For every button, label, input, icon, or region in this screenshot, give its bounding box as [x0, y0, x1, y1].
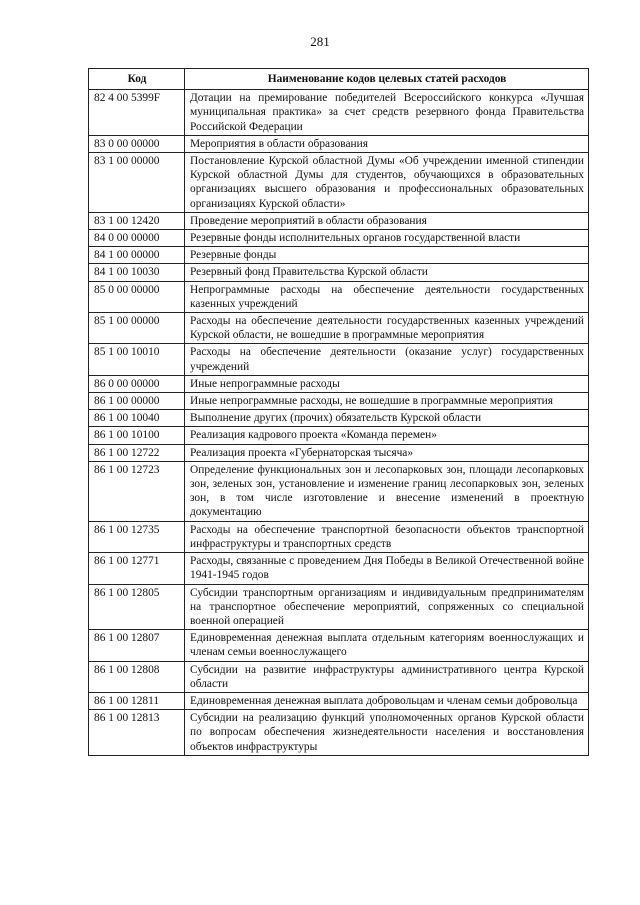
- row-code: 83 1 00 12420: [89, 212, 185, 229]
- row-code: 86 1 00 12723: [89, 461, 185, 521]
- column-header-name: Наименование кодов целевых статей расходов: [185, 69, 589, 90]
- row-name: Субсидии на реализацию функций уполномоченных органов Курской области по вопросам обеспечения жизнедеятельности населения и восстановления объектов инфраструктуры: [185, 710, 589, 756]
- row-name: Субсидии на развитие инфраструктуры административного центра Курской области: [185, 661, 589, 692]
- table-row: [89, 212, 589, 229]
- table-row: [89, 427, 589, 444]
- page-number: 281: [310, 34, 330, 49]
- table-row: [89, 553, 589, 584]
- row-name: Иные непрограммные расходы, не вошедшие в программные мероприятия: [185, 393, 589, 410]
- table-row: [89, 661, 589, 692]
- row-name: Определение функциональных зон и лесопарковых зон, площади лесопарковых зон, зеленых зон, установление и изменение границ лесопарковых зон, зеленых зон, в том числе изготовление и внесение изменений в проектную документацию: [185, 461, 589, 521]
- table-row: [89, 264, 589, 281]
- row-name: Резервные фонды: [185, 247, 589, 264]
- row-name: Резервные фонды исполнительных органов государственной власти: [185, 230, 589, 247]
- row-name: Реализация проекта «Губернаторская тысяча»: [185, 444, 589, 461]
- row-name: Непрограммные расходы на обеспечение деятельности государственных казенных учреждений: [185, 281, 589, 312]
- row-name: Проведение мероприятий в области образования: [185, 212, 589, 229]
- row-name: Мероприятия в области образования: [185, 135, 589, 152]
- row-name: Расходы на обеспечение деятельности (оказание услуг) государственных учреждений: [185, 344, 589, 375]
- table-row: [89, 584, 589, 630]
- row-code: 86 1 00 12735: [89, 521, 185, 552]
- row-code: 86 1 00 12722: [89, 444, 185, 461]
- row-name: Реализация кадрового проекта «Команда перемен»: [185, 427, 589, 444]
- row-code: 86 1 00 12811: [89, 692, 185, 709]
- table-row: [89, 281, 589, 312]
- row-code: 86 1 00 12808: [89, 661, 185, 692]
- row-name: Единовременная денежная выплата отдельным категориям военнослужащих и членам семьи военнослужащего: [185, 630, 589, 661]
- table-row: [89, 135, 589, 152]
- row-code: 82 4 00 5399F: [89, 90, 185, 136]
- table-row: [89, 692, 589, 709]
- row-code: 85 0 00 00000: [89, 281, 185, 312]
- table-row: [89, 444, 589, 461]
- table-row: [89, 393, 589, 410]
- row-name: Резервный фонд Правительства Курской области: [185, 264, 589, 281]
- row-name: Иные непрограммные расходы: [185, 375, 589, 392]
- row-code: 85 1 00 00000: [89, 313, 185, 344]
- row-code: 86 1 00 10100: [89, 427, 185, 444]
- row-code: 85 1 00 10010: [89, 344, 185, 375]
- table-row: [89, 375, 589, 392]
- row-name: Единовременная денежная выплата добровольцам и членам семьи добровольца: [185, 692, 589, 709]
- table-row: [89, 153, 589, 213]
- row-name: Субсидии транспортным организациям и индивидуальным предпринимателям на транспортное обеспечение мероприятий, сопряженных со специальной военной операцией: [185, 584, 589, 630]
- table-row: [89, 344, 589, 375]
- row-name: Дотации на премирование победителей Всероссийского конкурса «Лучшая муниципальная практика» за счет средств резервного фонда Правительства Российской Федерации: [185, 90, 589, 136]
- row-name: Постановление Курской областной Думы «Об учреждении именной стипендии Курской областной Думы для студентов, обучающихся в образовательных организациях высшего образования и профессиональных образовательных организациях Курской области»: [185, 153, 589, 213]
- row-code: 86 1 00 12813: [89, 710, 185, 756]
- table-header-row: [89, 69, 589, 90]
- row-name: Расходы на обеспечение транспортной безопасности объектов транспортной инфраструктуры и транспортных средств: [185, 521, 589, 552]
- row-code: 86 0 00 00000: [89, 375, 185, 392]
- table-row: [89, 521, 589, 552]
- row-name: Расходы на обеспечение деятельности государственных казенных учреждений Курской области, не вошедшие в программные мероприятия: [185, 313, 589, 344]
- table-row: [89, 410, 589, 427]
- row-code: 84 0 00 00000: [89, 230, 185, 247]
- row-code: 86 1 00 10040: [89, 410, 185, 427]
- table-row: [89, 230, 589, 247]
- row-code: 83 0 00 00000: [89, 135, 185, 152]
- table-row: [89, 461, 589, 521]
- row-code: 86 1 00 12807: [89, 630, 185, 661]
- row-name: Выполнение других (прочих) обязательств Курской области: [185, 410, 589, 427]
- column-header-code: Код: [89, 69, 185, 90]
- row-code: 83 1 00 00000: [89, 153, 185, 213]
- row-code: 86 1 00 12771: [89, 553, 185, 584]
- row-code: 86 1 00 12805: [89, 584, 185, 630]
- table-row: [89, 247, 589, 264]
- table-body: [89, 90, 589, 756]
- table-row: [89, 710, 589, 756]
- table-row: [89, 90, 589, 136]
- row-code: 84 1 00 10030: [89, 264, 185, 281]
- table-row: [89, 630, 589, 661]
- row-name: Расходы, связанные с проведением Дня Победы в Великой Отечественной войне 1941-1945 годов: [185, 553, 589, 584]
- row-code: 84 1 00 00000: [89, 247, 185, 264]
- row-code: 86 1 00 00000: [89, 393, 185, 410]
- target-items-table: [88, 68, 589, 756]
- table-row: [89, 313, 589, 344]
